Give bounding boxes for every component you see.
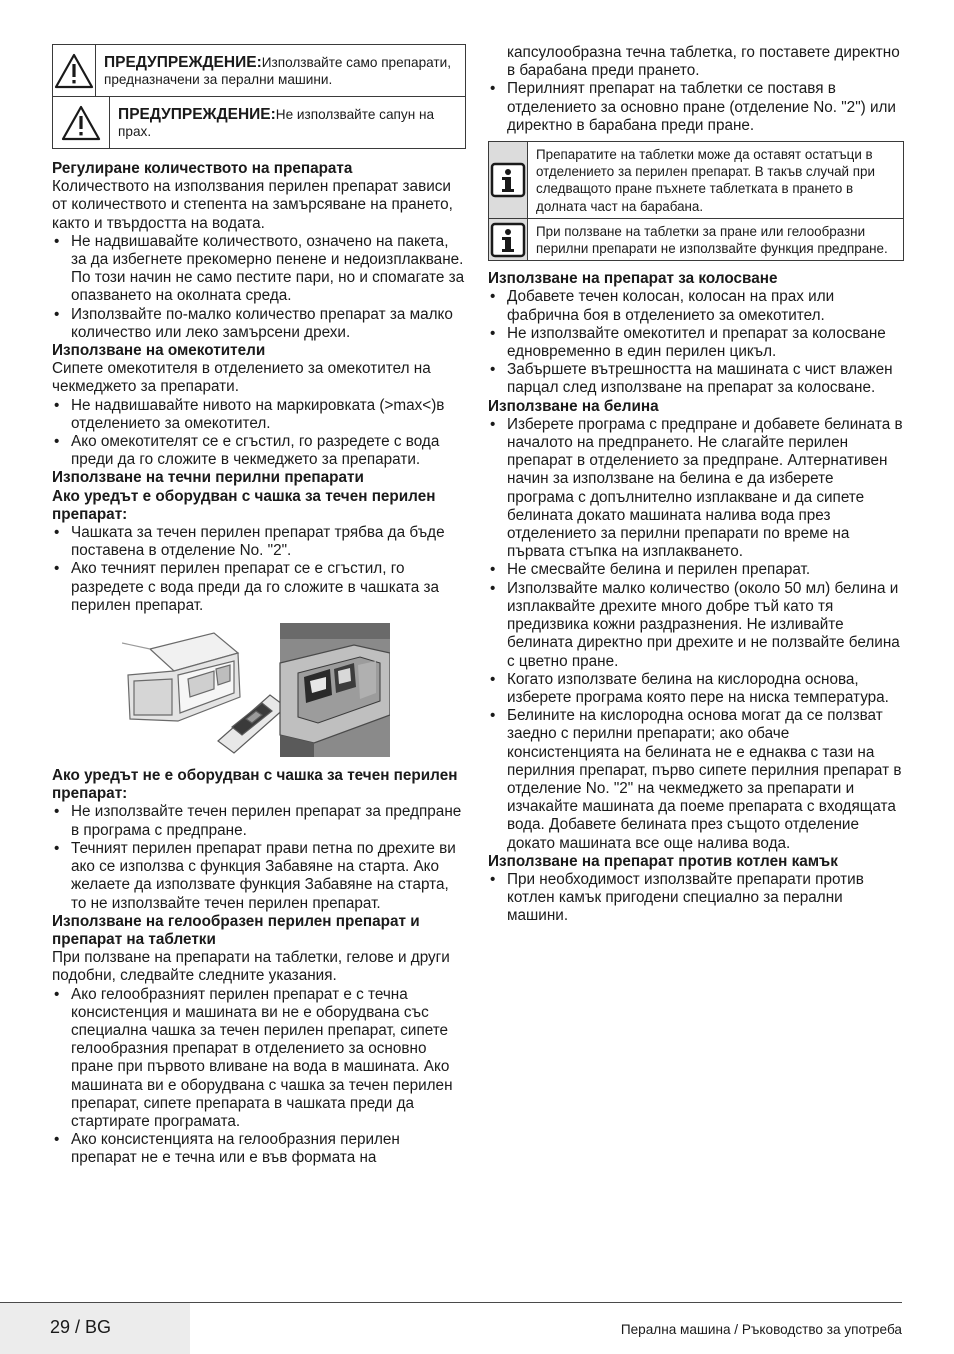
list-item: • Ако течният перилен препарат се е сгъстил, го разредете с вода преди да го сложите в чашката за перилен препарат. xyxy=(52,560,466,615)
list-item: • Течният перилен препарат прави петна по дрехите ви ако се използва с функция Забавяне на старта. Ако желаете да използвате функция Забавяне на старта, то не използвайте течен перилен препарат. xyxy=(52,840,466,913)
paragraph: Сипете омекотителя в отделението за омекотител на чекмеджето за препарати. xyxy=(52,360,431,396)
info-text: Препаратите на таблетки може да оставят остатъци в отделението за перилен препарат. В такъв случай при следващото пране пъхнете таблетката в прането в долната част на барабана. xyxy=(536,147,875,214)
info-row xyxy=(489,142,903,218)
list-item: • Ако омекотителят се е сгъстил, го разредете с вода преди да го сложите в чекмеджето за препарати. xyxy=(52,433,466,469)
list-item: • Перилният препарат на таблетки се поставя в отделението за основно пране (отделение No. "2") или директно в барабана преди пране. xyxy=(488,80,904,135)
warning-row xyxy=(53,96,465,148)
info-icon-cell xyxy=(489,219,528,260)
list-item: • Изберете програма с предпране и добавете белината в началото на предпрането. Не слагайте перилен препарат в отделението за предпране. Алтернативен начин за използване на белина е да изберете програма с допълнително изплакване и да сипете белината докато машината налива вода през отделението за перилни препарати по време на първата стъпка на изплакването. xyxy=(488,416,904,562)
paragraph: При ползване на препарати на таблетки, гелове и други подобни, следвайте следните указания. xyxy=(52,949,450,985)
info-row xyxy=(489,218,903,260)
info-icon-cell xyxy=(489,142,528,218)
detergent-cup xyxy=(218,695,286,753)
bullet-list xyxy=(52,233,466,342)
bullet-list xyxy=(488,288,904,397)
list-item: • Когато използвате белина на кислородна основа, изберете програма която пере на ниска температура. xyxy=(488,671,904,707)
list-item: • Ако консистенцията на гелообразния перилен препарат не е течна или е във формата на xyxy=(52,1131,466,1167)
warning-label: ПРЕДУПРЕЖДЕНИЕ: xyxy=(104,53,262,71)
list-item: • Забършете вътрешността на машината с чист влажен парцал след използване на препарат за колосване. xyxy=(488,361,904,397)
list-item: • Не смесвайте белина и перилен препарат. xyxy=(488,561,904,579)
left-column xyxy=(52,44,466,1168)
drawer-photo xyxy=(280,623,390,757)
bullet-list xyxy=(488,871,904,926)
warning-box xyxy=(52,44,466,149)
list-item: • Използвайте по-малко количество препарат за малко количество или леко замърсени дрехи. xyxy=(52,306,466,342)
warning-icon-cell xyxy=(53,97,110,148)
bullet-list xyxy=(52,803,466,912)
section-heading-liquid: Използване на течни перилни препарати xyxy=(52,469,364,487)
list-item: • Чашката за течен перилен препарат трябва да бъде поставена в отделение No. "2". xyxy=(52,524,466,560)
info-text: При ползване на таблетки за пране или гелообразни перилни препарати не използвайте функция предпране. xyxy=(536,223,888,257)
warning-text xyxy=(110,100,465,146)
list-item: • Белините на кислородна основа могат да се ползват заедно с перилни препарати; ако обаче консистенцията на белината не е еднаква с тази на перилния препарат, първо сипете перилния препарат в отделение No. "2" на чекмеджето за препарати и изчакайте машината да поеме препарата с входящата вода. Добавете белината през същото отделение докато машината все още налива вода. xyxy=(488,707,904,853)
page-number: 29 / BG xyxy=(50,1317,112,1337)
section-heading-gel: Използване на гелообразен перилен препарат и препарат на таблетки xyxy=(52,912,420,948)
info-box xyxy=(488,141,904,261)
list-item: • Не надвишавайте нивото на маркировката (>max<)в отделението за омекотител. xyxy=(52,397,466,433)
drawer-sketch xyxy=(122,633,240,721)
list-item: • При необходимост използвайте препарати против котлен камък пригодени специално за перални машини. xyxy=(488,871,904,926)
section-heading-descaler: Използване на препарат против котлен камък xyxy=(488,852,838,870)
info-icon xyxy=(489,161,527,199)
list-item: • Използвайте малко количество (около 50 мл) белина и изплаквайте дрехите много добре тъй като тя предизвика кожни раздразнения. Не изливайте белината директно при дрехите и не ползвайте белина с цветно пране. xyxy=(488,580,904,671)
list-item: • Не използвайте течен перилен препарат за предпране в програма с предпране. xyxy=(52,803,466,839)
warning-message: Не използвайте сапун на прах. xyxy=(118,106,435,139)
list-item: • Добавете течен колосан, колосан на прах или фабрична боя в отделението за омекотител. xyxy=(488,288,904,324)
warning-row xyxy=(53,45,465,96)
bullet-list xyxy=(488,416,904,853)
paragraph-continuation: капсулообразна течна таблетка, го поставете директно в барабана преди прането. xyxy=(507,44,900,80)
warning-icon-cell xyxy=(53,45,96,96)
footer-title: Перална машина / Ръководство за употреба xyxy=(620,1322,902,1337)
list-item: • Не надвишавайте количеството, означено на пакета, за да избегнете прекомерно пенене и недоизплакване. По този начин не само пестите пари, но и спомагате за опазването на околната среда. xyxy=(52,233,466,306)
list-item: • Ако гелообразният перилен препарат е с течна консистенция и машината ви не е оборудвана със специална чашка за течен перилен препарат, сипете гелообразния препарат в отделението за основно пране при първото вливане на вода в машината. Ако машината ви е оборудвана с чашка за течен перилен препарат, сипете препарата в чашката преди да стартирате програмата. xyxy=(52,986,466,1132)
warning-label: ПРЕДУПРЕЖДЕНИЕ: xyxy=(118,105,276,123)
section-heading-bleach: Използване на белина xyxy=(488,397,659,415)
warning-text xyxy=(96,48,465,94)
bullet-list xyxy=(52,986,466,1168)
warning-message: Използвайте само препарати, предназначени за перални машини. xyxy=(104,54,452,87)
detergent-drawer-illustration xyxy=(122,623,390,757)
warning-triangle-icon xyxy=(53,52,95,90)
info-icon xyxy=(489,221,527,259)
list-item: • Не използвайте омекотител и препарат за колосване едновременно в един перилен цикъл. xyxy=(488,325,904,361)
bullet-list xyxy=(52,397,466,470)
section-heading-dosage: Регулиране количеството на препарата xyxy=(52,160,353,177)
paragraph: Количеството на използвания перилен препарат зависи от количеството и степента на замърсяване на прането, както и твърдостта на водата. xyxy=(52,178,453,232)
warning-triangle-icon xyxy=(60,104,102,142)
section-heading-starch: Използване на препарат за колосване xyxy=(488,270,778,288)
subheading-with-cup: Ако уредът е оборудван с чашка за течен перилен препарат: xyxy=(52,487,436,523)
section-heading-softener: Използване на омекотители xyxy=(52,342,266,360)
bullet-list xyxy=(52,524,466,615)
bullet-list xyxy=(488,80,904,135)
right-column xyxy=(488,44,904,926)
subheading-without-cup: Ако уредът не е оборудван с чашка за течен перилен препарат: xyxy=(52,767,458,803)
